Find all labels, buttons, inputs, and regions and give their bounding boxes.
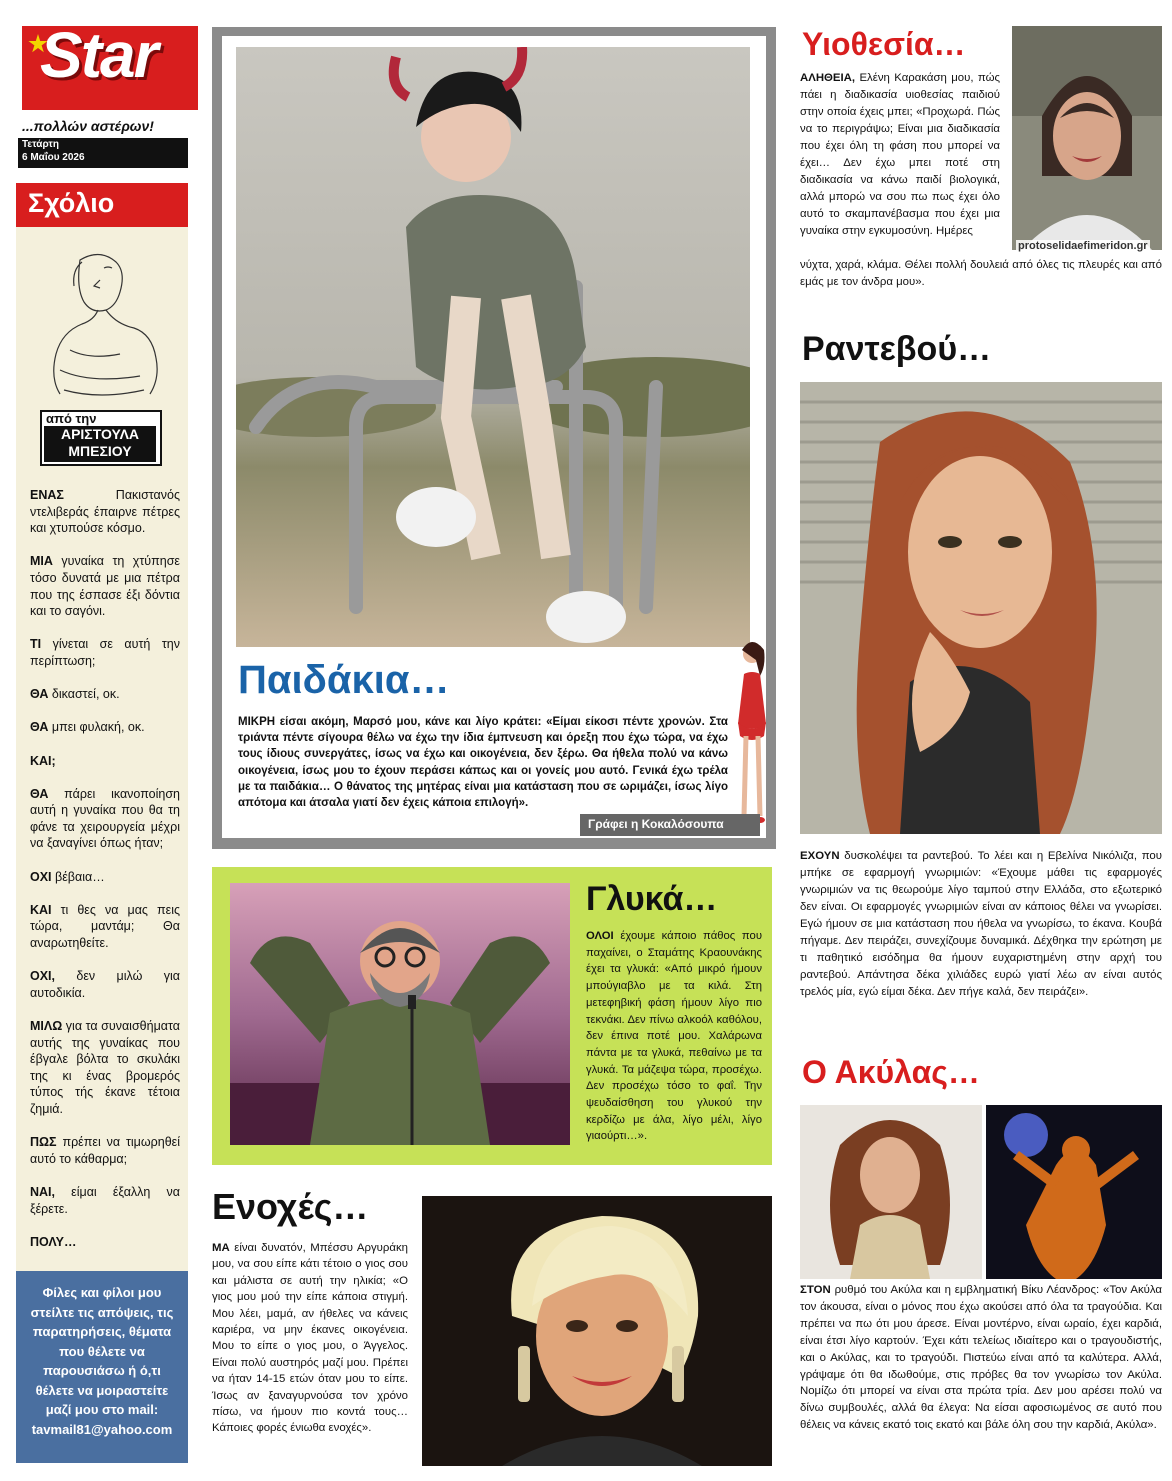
date-full: 6 Μαΐου 2026 (22, 152, 85, 163)
column-paragraph: ΜΙΑ γυναίκα τη χτύπησε τόσο δυνατά με μια πέτρα που της έσπασε έξι δόντια και το σαγόνι. (30, 554, 180, 619)
contact-box (16, 1271, 188, 1463)
glyka-photo (230, 883, 570, 1145)
feature-title: Παιδάκια… (238, 658, 450, 702)
column-paragraph: ΜΙΛΩ για τα συναισθήματα αυτής της γυναίκας που έβγαλε βόλτα το σκυλάκι της κι ένας βρομερός τύπος τής έκανε τέτοια ζημιά. (30, 1019, 180, 1116)
glyka-text: ΟΛΟΙ έχουμε κάποιο πάθος που παχαίνει, ο Σταμάτης Κραουνάκης έχει τα γλυκά: «Από μικρό ήμουν μπούγιαβλο με τα κιλά. Στη μετεφηβική φάση ήμουν λίγο πιο τεκνάκι. Δεν πίνω αλκοόλ καθόλου, δεν έπινα ποτέ μου. Χαλάρωνα πάντα με τα γλυκά, πεθαίνω με τα γλυκά. Τα μάζεψα τώρα, προσέχω. Δεν προσέχω τόσο το φαΐ. Την ψευδαίσθηση του γλυκού την κερδίζω με άλα, λίγο μέλι, λίγο γιαούρτι…». (586, 930, 762, 1143)
column-paragraph: ΠΟΛΥ… (30, 1234, 77, 1249)
contact-text: Φίλες και φίλοι μου στείλτε τις απόψεις, τις παρατηρήσεις, θέματα που θέλετε να παρουσιάσω ή ό,τι θέλετε να μοιραστείτε μαζί μου στο mail: (30, 1285, 174, 1417)
enoxes-text: ΜΑ είναι δυνατόν, Μπέσσυ Αργυράκη μου, να σου είπε κάτι τέτοιο ο γιος σου και μάλιστα σε αυτή την ηλικία; «Ο γιος μου μού την είπε κάποια στιγμή. Μου λέει, μαμά, αν ήθελες να κάνεις καριέρα, να μην έκανες οικογένεια. Μου το είπε ο γιος μου, ο Άγγελος. Είναι πολύ αυστηρός μαζί μου. Πρέπει να ήταν 14-15 ετών όταν μου το είπε. Ίσως αν ξαναγυρνούσα τον χρόνο πίσω, να ήμουν πιο κοντά τους… Κάποιες φορές ένιωθα ενοχές». (212, 1242, 408, 1435)
akylas-title: Ο Ακύλας… (802, 1054, 980, 1090)
author-name (44, 426, 156, 462)
akylas-photo-right (986, 1105, 1162, 1279)
column-paragraph: ΘΑ μπει φυλακή, οκ. (30, 720, 145, 735)
feature-photo (236, 47, 750, 647)
contact-email[interactable]: tavmail81@yahoo.com (31, 1421, 173, 1437)
enoxes-photo (422, 1196, 772, 1466)
enoxes-title: Ενοχές… (212, 1186, 369, 1227)
glyka-title: Γλυκά… (586, 880, 718, 918)
author-sketch-illustration (40, 240, 170, 410)
feature-byline: Γράφει η Κοκαλόσουπα (588, 817, 724, 831)
column-paragraph: ΠΩΣ πρέπει να τιμωρηθεί αυτό το κάθαρμα; (30, 1135, 180, 1166)
column-title: Σχόλιο (28, 188, 115, 218)
rantevou-photo (800, 382, 1162, 834)
rantevou-title: Ραντεβού… (802, 330, 992, 368)
logo-text: Star (40, 19, 157, 91)
column-paragraph: ΚΑΙ; (30, 753, 56, 768)
column-paragraph: ΤΙ γίνεται σε αυτή την περίπτωση; (30, 637, 180, 668)
column-paragraph: ΝΑΙ, είμαι έξαλλη να ξέρετε. (30, 1184, 180, 1216)
column-body (30, 487, 180, 1267)
akylas-photo-left (800, 1105, 982, 1279)
column-paragraph: ΘΑ δικαστεί, οκ. (30, 687, 120, 702)
date-day: Τετάρτη (22, 139, 59, 150)
author-name-line1: ΑΡΙΣΤΟΥΛΑ (60, 426, 140, 442)
author-prefix: από την (46, 411, 97, 426)
column-paragraph: ΟΧΙ, δεν μιλώ για αυτοδικία. (30, 969, 180, 1000)
yiothesia-photo (1012, 26, 1162, 250)
yiothesia-text: ΑΛΗΘΕΙΑ, Ελένη Καρακάση μου, πώς πάει η διαδικασία υιοθεσίας παιδιού στην οποία έχεις μπει; «Προχωρά. Πώς να το περιγράψω; Είναι μια διαδικασία που έχει όλη τη φάση που μπορεί να έχει… Δεν έχω μπει ποτέ στη διαδικασία να κάνω παιδί βιολογικά, αλλά μπορώ να σου πω πως έχει όλο αυτό το σκαμπανέβασμα που έχει μια γυναίκα στην εγκυμοσύνη. Ημέρες (800, 72, 1000, 237)
watermark: protoselidaefimeridon.gr (1018, 240, 1148, 252)
columnist-figure-illustration (732, 636, 772, 836)
column-paragraph: ΘΑ πάρει ικανοποίηση αυτή η γυναίκα που θα τη φάνε τα χειρουργεία μέχρι να ξαναγίνει όπως ήταν; (30, 786, 180, 851)
column-paragraph: ΕΝΑΣ Πακιστανός ντελιβεράς έπαιρνε πέτρες και χτυπούσε κόσμο. (30, 488, 180, 536)
yiothesia-title: Υιοθεσία… (802, 26, 966, 62)
column-paragraph: ΚΑΙ τι θες να μας πεις τώρα, μαντάμ; Θα αναρωτηθείτε. (30, 902, 180, 951)
rantevou-text: ΕΧΟΥΝ δυσκολέψει τα ραντεβού. Το λέει και η Εβελίνα Νικόλιζα, που μπήκε σε εφαρμογή γνωριμιών: «Έχουμε μάθει τις εφαρμογές γνωριμιών να τις θεωρούμε λίγο ταμπού στην Ελλάδα, στο εξωτερικό δεν είναι. Οι εφαρμογές γνωριμιών είναι αν κάποιος θέλει να γνωρίσει. Εγώ ήμουν σε μια κατάσταση που ήθελα να γνωρίσω, το έκανα. Κουβά πήγαμε. Δεν πειράζει, συνεχίζουμε δυναμικά. Δέχθηκα την ερώτηση με τι παθητικό εισόδημα θα ήμουν ευχαριστημένη στην αρχή του ραντεβού. Απάντησα δέκα χιλιάδες ευρώ γιατί λέω αν είναι αυτός τρελός μία, εγώ είμαι δέκα. Δεν πήγε καλά, δεν πειράζει». (800, 850, 1162, 998)
column-paragraph: ΟΧΙ βέβαια… (30, 869, 105, 884)
tagline: ...πολλών αστέρων! (22, 118, 154, 134)
author-name-line2: ΜΠΕΣΙΟΥ (68, 443, 132, 459)
akylas-text: ΣΤΟΝ ρυθμό του Ακύλα και η εμβληματική Βίκυ Λέανδρος: «Τον Ακύλα τον άκουσα, είναι ο μόνος που έχω ακούσει από όλα τα τραγούδια. Και πρέπει να πω ότι μου άρεσε. Είναι μοντέρνο, είναι ωραίο, έχει καρδιά, είναι έτσι λίγο καρτούν. Έχει κάτι τελείως ιδιαίτερο και ο τραγουδιστής, και ο Ακύλας, και το τραγούδι. Πιστεύω είναι από τα καλύτερα. Αλλά, γράψαμε ότι θα ιδωθούμε, στις πρόβες θα τον γνωρίσω τον Ακύλα. Νομίζω ότι μπορεί να είναι στα πρώτα τρία. Δεν μου αρέσει πολύ να δίνω συμβουλές, αλλά θα έλεγα: Να είσαι αφοσιωμένος σε αυτό που θέλεις να κάνεις εκατό τοις εκατό και βάλε όλη σου την καρδιά, Ακύλα». (800, 1284, 1162, 1432)
yiothesia-text-tail: νύχτα, χαρά, κλάμα. Θέλει πολλή δουλειά από όλες τις πλευρές και από εμάς με τον άνδρα μου». (800, 259, 1162, 288)
feature-text: ΜΙΚΡΗ είσαι ακόμη, Μαρσό μου, κάνε και λίγο κράτει: «Είμαι είκοσι πέντε χρονών. Στα τριάντα πέντε σίγουρα θέλω να έχω την ίδια έμπνευση και όρεξη που έχω τώρα, να έχω τους ίδιους συνεργάτες, ίσως να έχω και οικογένεια, δεν ξέρω. Θα ήθελα πολύ να κάνω οικογένεια, ίσως μου το έχουν περάσει κάπως και οι γονείς μου αυτό. Γενικά έχω τρέλα με τα παιδάκια… Ο θάνατος της μητέρας είναι μια κατάσταση που σε ωριμάζει, ίσως λίγο απότομα και άτσαλα γιατί δεν έχεις κάποια επιλογή». (238, 716, 728, 810)
